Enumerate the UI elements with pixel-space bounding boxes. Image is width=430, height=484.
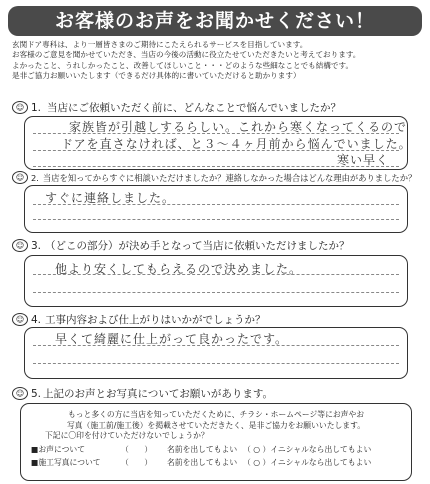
face-icon: ☺ [12,101,28,114]
question-5 [12,386,273,401]
consent-text: 下記に〇印を付けていただけないでしょうか？ [45,431,209,440]
face-icon: ☺ [12,387,28,400]
question-number: 2. [31,172,39,183]
consent-label: ■お声について [31,444,85,454]
question-number: 1. [31,101,42,114]
question-number: 5. [31,387,42,400]
intro-line: お客様のご意見を聞かせていただき、当店の今後の活動に役立たせていただきたいと考えております。 [12,50,361,60]
question-text: 上記のお声とお写真についてお願いがあります。 [43,388,273,400]
question-4 [12,312,266,327]
consent-text: 写真（施工前/施工後）を掲載させていただきたく、是非ご協力をお願いいたします。 [66,420,366,430]
consent-option-name: 名前を出してもよい [167,458,238,467]
answer-text: 早くて綺麗に仕上がって良かったです。 [55,332,289,346]
question-2 [12,171,416,184]
face-icon: ☺ [12,239,28,252]
question-text: （どこの部分）が決め手となって当店に依頼いただけましたか？ [45,240,350,252]
intro-text [12,40,422,82]
question-1 [12,100,341,115]
face-icon: ☺ [12,313,28,326]
question-text: 当店にご依頼いただく前に、どんなことで悩んでいましたか？ [47,102,342,114]
consent-label: ■施工写真について [31,458,101,467]
consent-option-initial[interactable]: （ ○ ）イニシャルなら出してもよい [243,458,372,467]
answer-box-2 [24,185,408,233]
question-number: 4. [31,313,42,326]
answer-text: すぐに連絡しました。 [45,191,176,205]
question-number: 3. [31,239,42,252]
consent-row-voice [31,445,401,456]
consent-option-name: 名前を出してもよい [167,444,238,454]
intro-line: 玄関ドア専科は、より一層皆さまのご期待にこたえられるサービスを目指しています。 [12,40,308,49]
consent-option-blank[interactable]: （ ） [121,444,153,454]
consent-option-blank[interactable]: （ ） [121,458,153,467]
answer-text: 家族皆が引越しするらしい。これから寒くなってくるので [69,120,408,134]
question-text: 当店を知ってからすぐに相談いただけましたか？連絡しなかった場合はどんな理由がありましたか？ [42,172,417,183]
answer-box-4 [24,327,408,379]
answer-text: 寒い早く [337,153,390,167]
intro-line: 是非ご協力お願いいたします（できるだけ具体的に書いていただけると助かります） [12,71,301,81]
consent-row-photo [31,458,401,469]
answer-box-3 [24,255,408,307]
answer-text: ドアを直さなければ、と３〜４ヶ月前から悩んでいました。 [61,137,412,151]
question-3 [12,238,350,253]
consent-text: もっと多くの方に当店を知っていただくために、チラシ・ホームページ等にお声やお [67,410,365,419]
consent-box [20,403,412,481]
question-text: 工事内容および仕上がりはいかがでしょうか？ [45,314,266,326]
answer-box-1 [24,116,412,170]
intro-line: よかったこと、うれしかったこと、改善してほしいこと・・・どのような些細なことでも結構です。 [12,60,354,70]
face-icon: ☺ [12,171,28,184]
page-title: お客様のお声をお聞かせください！ [8,6,422,36]
answer-text: 他より安くしてもらえるので決めました。 [55,262,303,276]
consent-option-initial[interactable]: （ ○ ）イニシャルなら出してもよい [243,444,372,454]
